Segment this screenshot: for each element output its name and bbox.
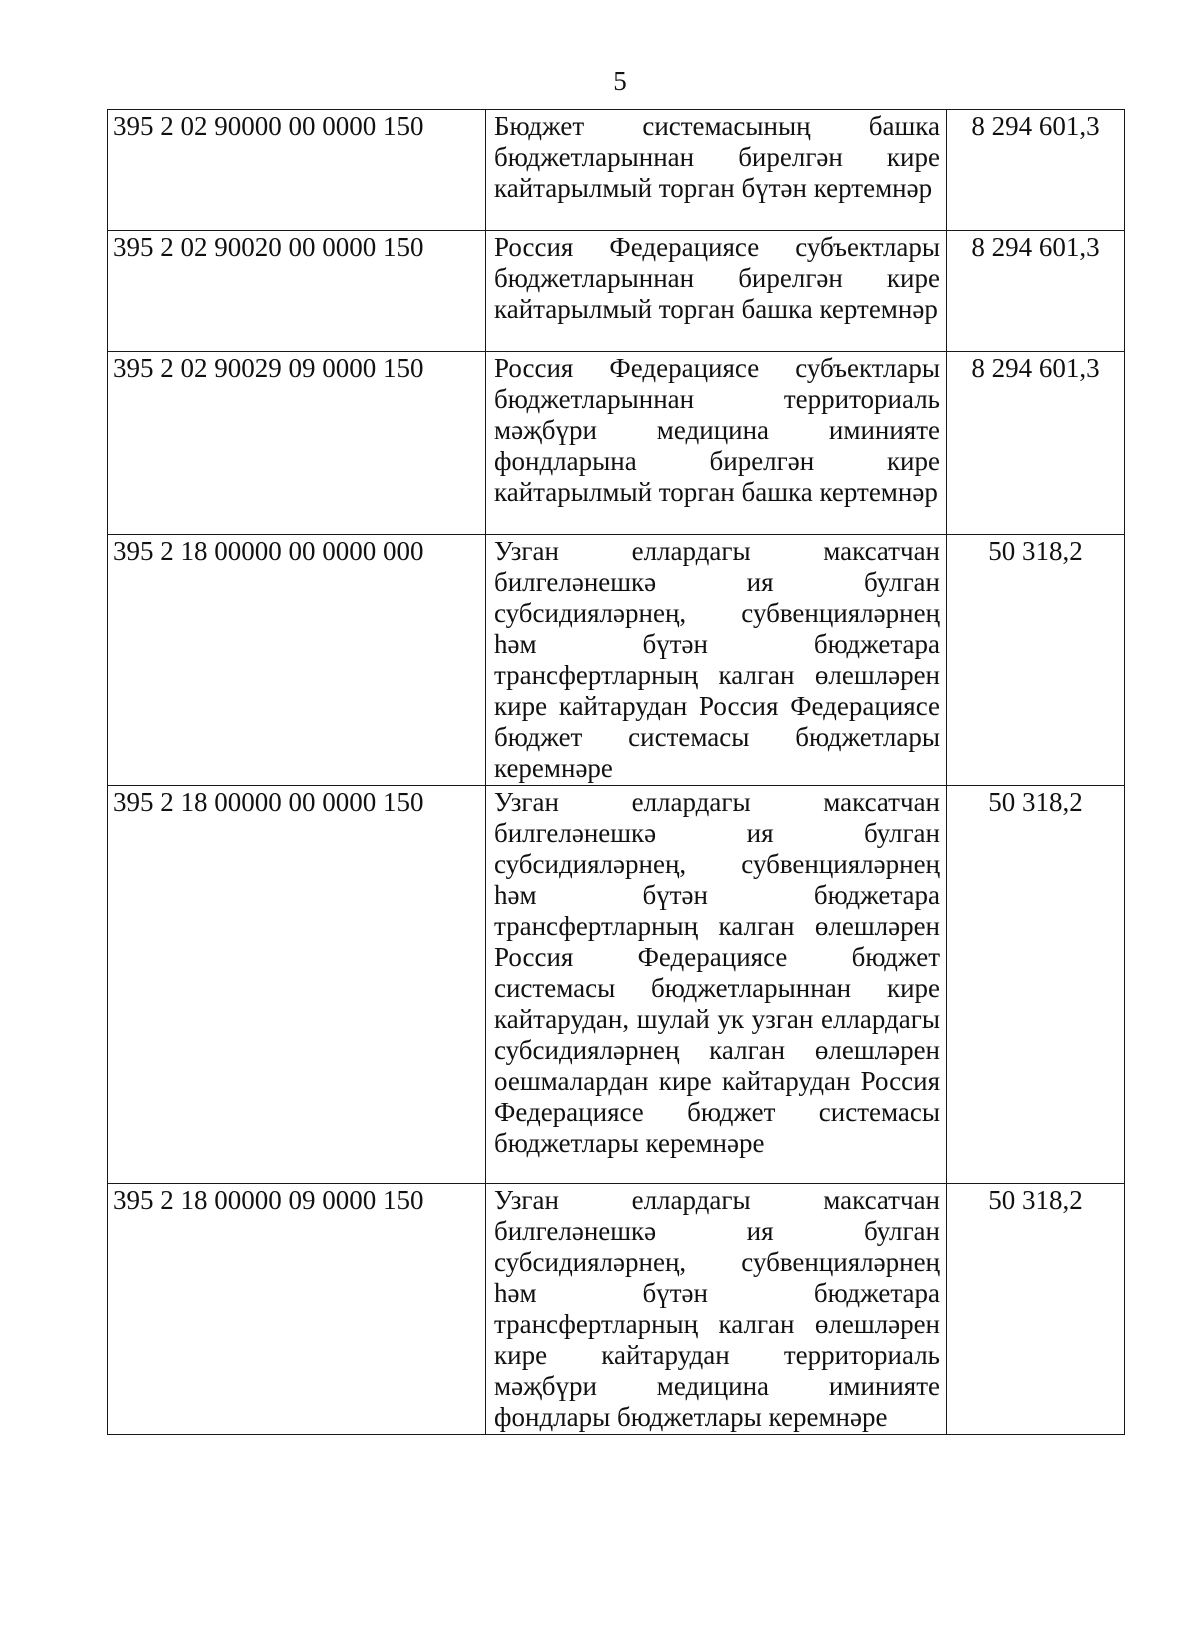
- amount-cell: 8 294 601,3: [947, 110, 1125, 231]
- description-text: Узган еллардагы максатчан билгеләнешкә ия булган субсидияләрнең, субвенцияләрнең һәм бүтән бюджетара трансфертларның калган өлешләрен Россия Федерациясе бюджет системасы бюджетларыннан кире кайтарудан, шулай ук узган еллардагы субсидияләрнең калган өлешләрен оешмалардан кире кайтарудан Россия Федерациясе бюджет системасы бюджетлары керемнәре: [494, 787, 940, 1158]
- description-cell: [486, 352, 947, 535]
- amount-cell: 8 294 601,3: [947, 352, 1125, 535]
- description-text: Узган еллардагы максатчан билгеләнешкә ия булган субсидияләрнең, субвенцияләрнең һәм бүтән бюджетара трансфертларның калган өлешләрен кире кайтарудан территориаль мәҗбүри медицина иминияте фондлары бюджетлары керемнәре: [494, 1185, 940, 1432]
- description-text: Россия Федерациясе субъектлары бюджетларыннан бирелгән кире кайтарылмый торган башка кертемнәр: [494, 232, 940, 324]
- table-row: [108, 786, 1125, 1184]
- table-row: [108, 110, 1125, 231]
- amount-cell: 50 318,2: [947, 1184, 1125, 1435]
- budget-code-cell: 395 2 02 90029 09 0000 150: [108, 352, 486, 535]
- description-cell: [486, 231, 947, 352]
- budget-code-cell: 395 2 02 90000 00 0000 150: [108, 110, 486, 231]
- table-row: [108, 1184, 1125, 1435]
- description-cell: [486, 1184, 947, 1435]
- table-row: [108, 535, 1125, 786]
- budget-revenue-table: [107, 109, 1125, 1435]
- amount-cell: 50 318,2: [947, 786, 1125, 1184]
- description-cell: [486, 110, 947, 231]
- amount-cell: 8 294 601,3: [947, 231, 1125, 352]
- description-cell: [486, 786, 947, 1184]
- description-text: Узган еллардагы максатчан билгеләнешкә ия булган субсидияләрнең, субвенцияләрнең һәм бүтән бюджетара трансфертларның калган өлешләрен кире кайтарудан Россия Федерациясе бюджет системасы бюджетлары керемнәре: [494, 536, 940, 783]
- budget-code-cell: 395 2 18 00000 09 0000 150: [108, 1184, 486, 1435]
- description-text: Россия Федерациясе субъектлары бюджетларыннан территориаль мәҗбүри медицина иминияте фондларына бирелгән кире кайтарылмый торган башка кертемнәр: [494, 353, 940, 507]
- budget-code-cell: 395 2 02 90020 00 0000 150: [108, 231, 486, 352]
- budget-code-cell: 395 2 18 00000 00 0000 000: [108, 535, 486, 786]
- description-cell: [486, 535, 947, 786]
- description-text: Бюджет системасының башка бюджетларыннан бирелгән кире кайтарылмый торган бүтән кертемнәр: [494, 111, 940, 203]
- amount-cell: 50 318,2: [947, 535, 1125, 786]
- page-number: 5: [613, 66, 627, 96]
- table-row: [108, 352, 1125, 535]
- budget-code-cell: 395 2 18 00000 00 0000 150: [108, 786, 486, 1184]
- table-row: [108, 231, 1125, 352]
